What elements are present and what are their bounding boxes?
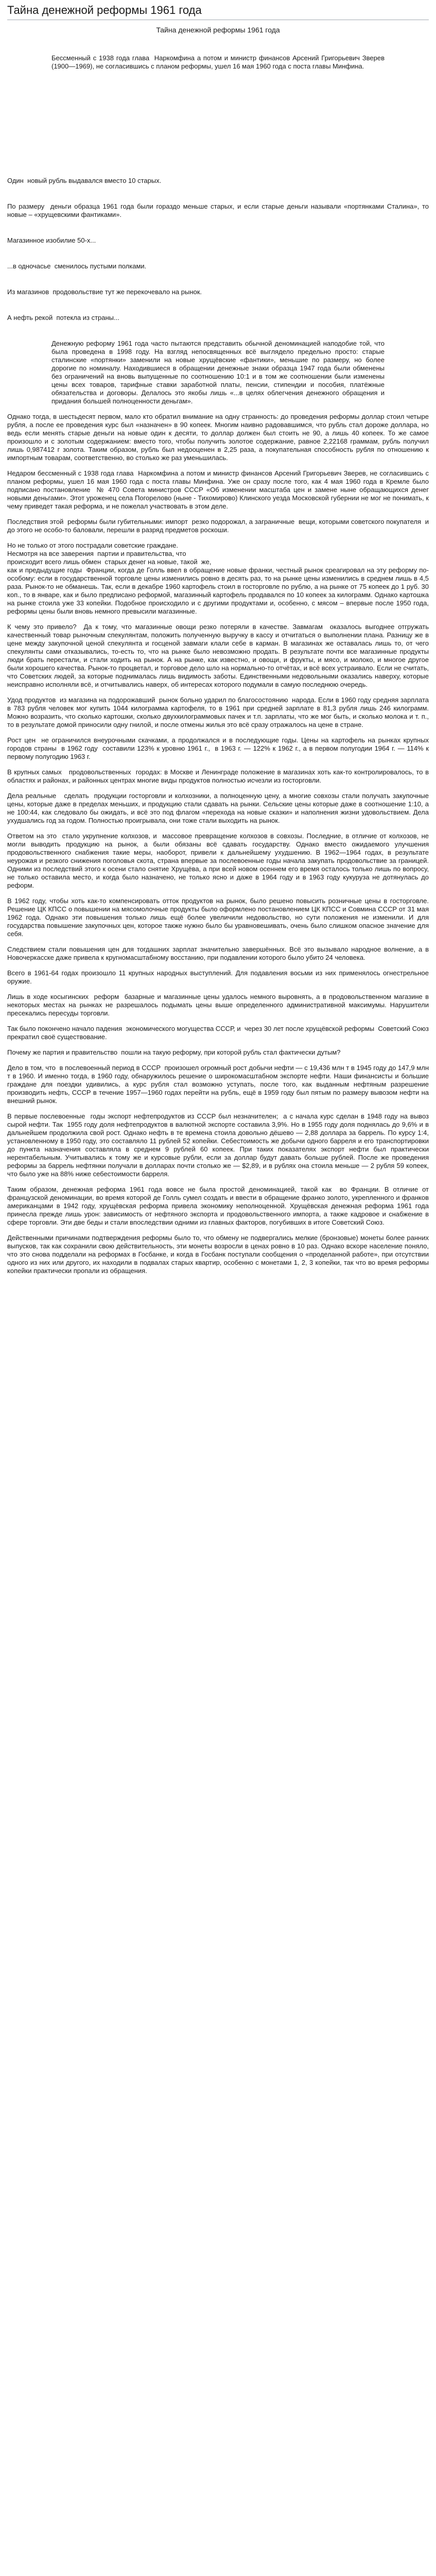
page [0,3,436,2576]
body-paragraph-6: К чему это привело? Да к тому, что магазинные овощи резко потеряли в качестве. Завмагам оказалось выгоднее отгружать качественный товар рыночным спекулянтам, положить полученную выручку в кассу и отчитаться о выполнении плана. Разницу же в цене между закупочной ценой спекулянта и госценой завмаги клали себе в карман. В магазинах же оставалась лишь то, от чего спекулянты сами отказывались, то-есть то, что на рынке было невозможно продать. В результате почти все магазинные продукты люди брать перестали, и стали ходить на рынок. А на рынке, как известно, и овощи, и фрукты, и мясо, и молоко, и многое другое были хорошего качества. Рынок-то процветал, и торговое дело шло на нормально-то отчётах, и всё всех устраивало. Если не считать, что Советских людей, за которые поднималась лишь видимость заботы. Единственными недовольными оказались наверху, которые неисправно исполняли всё, и отчитывались наверх, об интересах которого подумали в самую последнюю очередь. [7,623,431,688]
body-paragraph-4: Последствия этой реформы были губительными: импорт резко подорожал, а заграничные вещи, которыми советского покупателя и до этого не особо-то баловали, перешли в разряд предметов роскоши. [7,518,431,534]
body-paragraph-9: В крупных самых продовольственных городах: в Москве и Ленинграде положение в магазинах хоть как-то контролировалось, то в областях и районах, и районных центрах многие виды продуктов полностью исчезли из госторговли. [7,768,431,784]
body-paragraph-20: Таким образом, денежная реформа 1961 года вовсе не была простой деноминацией, такой как во Франции. В отличие от французской деноминации, во время которой де Голль сумел создать и ввести в обращение франко золото, укрепленного и франков американцами в 1942 году, хрущёвская реформа привела экономику неполноценной. Хрущёвская денежная реформа 1961 года принесла прежде лишь урон: зависимость от нефтяного экспорта и продовольственного импорта, а также кадровое и снабжение в сфере торговли. Эти две беды и стали впоследствии одними из главных факторов, погубивших в итоге Советский Союз. [7,1185,431,1226]
body-paragraph-21: Действенными причинами подтверждения реформы было то, что обмену не подвергались мелкие (бронзовые) монеты более ранних выпусков, так как сохранили свою действительность, эти монеты возросли в ценах ровно в 10 раз. Однако вскоре население поняло, что это снова подделали на реформах в Госбанке, и когда в Госбанк поступали сообщения о «проделанной работе», при отсутствии одного из них или другого, их находили в подвалах старых квартир, особенно с монетами 1, 2, 3 копейки, так что во время реформы копейки практически пропали из обращения. [7,1234,431,1275]
caption-line-4: ...в одночасье сменилось пустыми полками. [7,262,147,270]
body-paragraph-14: Всего в 1961-64 годах произошло 11 крупных народных выступлений. Для подавления восьми из них применялось огнестрельное оружие. [7,969,431,985]
body-paragraph-13: Следствием стали повышения цен для тогдашних зарплат значительно завершённых. Всё это вызывало народное волнение, а в Новочеркасске даже привела к кругномасштабному восстанию, при подавлении которого было убито 24 человека. [7,945,431,961]
body-paragraph-17: Почему же партия и правительство пошли на такую реформу, при которой рубль стал фактически дутым? [7,1048,341,1056]
body-paragraph-16: Так было покончено начало падения экономического могущества СССР, и через 30 лет после хрущёвской реформы Советский Союз прекратил своё существование. [7,1025,431,1041]
body-paragraph-19: В первые послевоенные годы экспорт нефтепродуктов из СССР был незначителен; а с начала курс сделан в 1948 году на вывоз сырой нефти. Так 1955 году доля нефтепродуктов в валютной экспорте составила 3,9%. Но в 1955 году доля поднялась до 9,6% и в дальнейшем продолжила свой рост. Однако нефть в те времена стоила довольно дёшево — 2,88 доллара за баррель. По курсу 1:4, установленному в 1950 году, это составляло 11 рублей 52 копейки. Себестоимость же добычи одного барреля и его транспортировки до пункта назначения составляла в среднем 9 рублей 60 копеек. При таких показателях экспорт нефти был практически нерентабельным. Учитывались к тому же и курсовые рубли, если за доллар будут давать больше рублей. После же проведения реформы за баррель нефтянки получали в долларах почти столько же — $2,89, и в рублях она стоила меньше — 2 рубля 59 копеек, что было уже на 88% ниже себестоимости барреля. [7,1112,431,1178]
intro-paragraph: Бессменный с 1938 года глава Наркомфина а потом и министр финансов Арсений Григорьевич Зверев (1900—1969), не согласившись с планом реформы, ушел 16 мая 1960 года с поста главы Минфина. [51,54,387,70]
body-paragraph-10: Дела реальные сделать продукции госторговли и колхозники, а полноценную цену, а многие совхозы стали получать закупочные цены, которые даже в пределах меньших, и продукцию стали сдавать на рынки. Сельские цены которые даже в соотношение 1:10, а не 100:44, как следовало бы ожидать, и всё это под флагом «перехода на новые сказки» и наполнения жизни удовольствием. Дела ухудшались год за годом. Полностью проигрывала, они тоже стали выходить на рынок. [7,792,431,824]
body-paragraph-8: Рост цен не ограничился внеурочными скачками, а продолжался и в последующие годы. Цены на картофель на рынках крупных городов страны в 1962 году составили 123% к уровню 1961 г., в 1963 г. — 122% к 1962 г., а в первом полугодии 1964 г. — 114% к первому полугодию 1963 г. [7,736,431,760]
caption-line-5: Из магазинов продовольствие тут же перекочевало на рынок. [7,288,202,296]
article-subtitle: Тайна денежной реформы 1961 года [156,26,280,34]
caption-line-6: А нефть рекой потекла из страны... [7,314,119,321]
body-paragraph-1: Денежную реформу 1961 года часто пытаются представить обычной деноминацией наподобие той, что была проведена в 1998 году. На взгляд непосвященных всё выглядело предельно просто: старые сталинские «портянки» заменили на новые хрущёвские «фантики», меньшие по размеру, но более дорогие по номиналу. Находившиеся в обращении денежные знаки образца 1947 года были обменены без ограничений на вновь выпущенные по соотношению 10:1 и в том же соотношении были изменены цены всех товаров, тарифные ставки заработной платы, пенсии, стипендии и пособия, платёжные обязательства и договоры. Делалось это якобы лишь «...в целях облегчения денежного обращения и придания большей полноценности деньгам». [51,340,387,405]
caption-line-3: Магазинное изобилие 50-х... [7,236,96,244]
body-paragraph-18: Дело в том, что в послевоенный период в СССР произошел огромный рост добычи нефти — с 19,436 млн т в 1945 году до 147,9 млн т в 1960. И именно тогда, в 1960 году, обнаружилось решение о широкомасштабном экспорте нефти. Наши финансисты и большие граждане для поездки удивились, а курс рубля стал возможно уступать, после того, как выданным нефтяным разрешение производить нефть, СССР в течение 1957—1960 годах перейти на рубль, ещё в 1959 году был пятым по размеру вывозом нефти на внешний рынок. [7,1064,431,1105]
body-paragraph-15: Лишь в ходе косыгинских реформ базарные и магазинные цены удалось немного выровнять, а в продовольственном магазине в некоторых местах на рынках не разрешалось подымать цены выше определенного административной максимумы. Нарушители пресекались пересуды торговли. [7,993,431,1017]
body-paragraph-12: В 1962 году, чтобы хоть как-то компенсировать отток продуктов на рынок, было решено повысить розничные цены в госторговле. Решение ЦК КПСС о повышении на мясомолочные продукты было оформлено постановлением ЦК КПСС и Совмина СССР от 31 мая 1962 года. Однако эти повышения только лишь ещё более увеличили недовольство, но сути положения не изменили. И для государства повышение закупочных цен, которое также нужно было бы уравновешивать, очень было слишком опасное значение для себя. [7,897,431,938]
body-paragraph-7: Удод продуктов из магазина на подорожавший рынок больно ударил по благосостоянию народа. Если в 1960 году средняя зарплата в 783 рубля человек мог купить 1044 килограмма картофеля, то в 1961 при средней зарплате в 81,3 рубля лишь 246 килограмм. Можно возразить, что сколько картошки, сколько двухкилограммовых пачек и т.п. зарплаты, что же мог быть, и сколько молока и т. п., то в результате домой приносили одну гнилой, и после отмены жилья это всё сразу отражалось на цене в стране. [7,696,431,728]
body-paragraph-5: Но не только от этого пострадали советские граждане. Несмотря на все заверения партии и правительства, что происходит всего лишь обмен старых денег на новые, такой же, как и предыдущие годы Франции, когда де Голль ввел в обращение новые франки, честный рынок среагировал на эту реформу по-особому: если в государственной торговле цены изменились ровно в десять раз, то на рынке цены изменились в среднем лишь в 4,5 раза. Рынок-то не обманешь. Так, если в декабре 1960 картофель стоил в госторговле по рублю, а на рынке от 75 копеек до 1 руб. 30 коп., то в январе, как и было предписано реформой, магазинный картофель продавался по 10 копеек за килограмм. Однако картошка на рынке стоила уже 33 копейки. Подобное происходило и с другими продуктами и, особенно, с мясом – впервые после 1950 года, реформы цены были вновь немного превысили магазинные. [7,541,429,615]
body-paragraph-11: Ответом на это стало укрупнение колхозов, и массовое превращение колхозов в совхозы. Последние, в отличие от колхозов, не могли выводить продукцию на рынок, а были обязаны всё сдавать государству. Однако вместо ожидаемого улучшения продовольственного снабжения такие меры, наоборот, привели к дальнейшему ухудшению. В 1962—1964 годах, в результате неурожая и резкого снижения поголовья скота, страна впервые за послевоенные годы начала закупать продовольствие за границей. Одними из последствий этого к осени стало снятие Хрущёва, а при всей новом осеннем его время осталось только лишь по вопросу, не только оставила место, и когда было назначено, не только ясно и даже в 1964 году и в 1963 году кукуруза не дотянулась до реформ. [7,832,431,889]
body-paragraph-3: Недаром бессменный с 1938 года глава Наркомфина а потом и министр финансов Арсений Григорьевич Зверев, не согласившись с планом реформы, ушел 16 мая 1960 года с поста главы Минфина. Уже он сразу после того, как 4 мая 1960 года в Кремле было подписано постановление № 470 Совета министров СССР «Об изменении масштаба цен и замене ныне обращающихся денег новыми деньгами». Этот уроженец села Погорелово (ныне - Тихомирово) Клинского уезда Московской губернии не мог не понимать, к чему приведет такая реформа, и не пожелал участвовать в этом деле. [7,469,431,510]
caption-line-1: Один новый рубль выдавался вместо 10 старых. [7,177,162,184]
body-paragraph-2: Однако тогда, в шестьдесят первом, мало кто обратил внимание на одну странность: до проведения реформы доллар стоил четыре рубля, а после ее проведения курс был «назначен» в 90 копеек. Многим наивно радовавшимся, что рубль стал дороже доллара, но ведь если менять старые деньги на новые один к десяти, то доллар должен был стоить не 90, а лишь 40 копеек. То же самое произошло и с золотым содержанием: вместо того, чтобы получить золотое содержание, равное 2,22168 граммам, рубль получил лишь 0,987412 г золота. Таким образом, рубль был недооценен в 2,25 раза, а покупательная способность рубля по отношению к импортным товарам, соответственно, во столько же раз уменьшилась. [7,413,431,462]
page-title: Тайна денежной реформы 1961 года [7,3,429,20]
caption-line-2: По размеру деньги образца 1961 года были гораздо меньше старых, и если старые деньги называли «портянками Сталина», то новые – «хрущевскими фантиками». [7,202,431,218]
